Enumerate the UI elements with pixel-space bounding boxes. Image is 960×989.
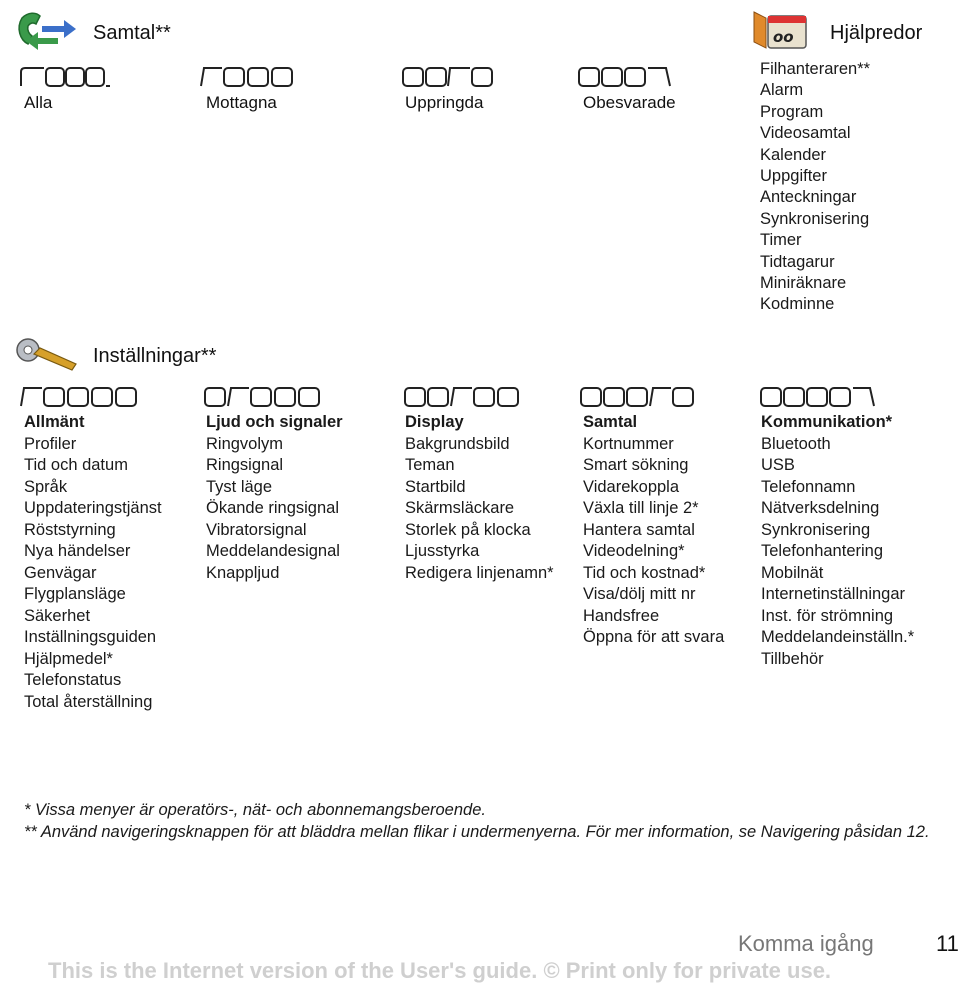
menu-item[interactable]: Hantera samtal (583, 520, 695, 539)
column-heading[interactable]: Display (405, 413, 464, 431)
menu-item[interactable]: Växla till linje 2* (583, 499, 699, 517)
watermark: This is the Internet version of the User's guide. © Print only for private use. (48, 958, 832, 983)
organizer-item-1[interactable]: Filhanteraren** (760, 60, 871, 78)
settings-tab-strip-4 (580, 386, 700, 408)
settings-tab-strip-3 (404, 386, 524, 408)
tab-uppringda[interactable]: Uppringda (405, 93, 484, 112)
menu-item[interactable]: Total återställning (24, 692, 153, 711)
menu-item[interactable]: USB (761, 456, 795, 474)
calls-tab-strip-2 (200, 66, 296, 88)
column-heading[interactable]: Samtal (583, 413, 638, 431)
settings-tab-strip-1 (20, 386, 140, 408)
footnote-operator: * Vissa menyer är operatörs-, nät- och abonnemangsberoende. (24, 801, 486, 819)
menu-item[interactable]: Vidarekoppla (583, 477, 680, 496)
menu-item[interactable]: Videodelning* (583, 542, 685, 560)
organizer-item-4[interactable]: Videosamtal (760, 124, 851, 143)
menu-item[interactable]: Tyst läge (206, 477, 273, 496)
menu-item[interactable]: Kortnummer (583, 434, 674, 453)
wrench-icon (14, 336, 78, 372)
menu-item[interactable]: Öppna för att svara (583, 628, 725, 646)
calls-tab-strip-4 (578, 66, 674, 88)
menu-item[interactable]: Tillbehör (761, 649, 824, 668)
menu-item[interactable]: Visa/dölj mitt nr (583, 585, 696, 603)
tab-obesvarade[interactable]: Obesvarade (583, 93, 676, 112)
menu-item[interactable]: Ringvolym (206, 434, 284, 453)
menu-item[interactable]: Telefonstatus (24, 671, 122, 689)
menu-item[interactable]: Röststyrning (24, 520, 116, 539)
calls-title: Samtal** (93, 22, 171, 44)
settings-title: Inställningar** (93, 345, 217, 367)
menu-item[interactable]: Knappljud (206, 563, 280, 582)
menu-item[interactable]: Nätverksdelning (761, 499, 880, 517)
tab-mottagna[interactable]: Mottagna (206, 93, 277, 112)
menu-item[interactable]: Redigera linjenamn* (405, 563, 554, 582)
menu-item[interactable]: Nya händelser (24, 542, 131, 560)
organizer-item-12[interactable]: Kodminne (760, 295, 835, 314)
tab-alla[interactable]: Alla (24, 93, 53, 112)
calls-tab-strip-1 (20, 66, 112, 88)
menu-item[interactable]: Skärmsläckare (405, 499, 515, 517)
menu-item[interactable]: Genvägar (24, 563, 97, 582)
organizer-item-7[interactable]: Anteckningar (760, 188, 857, 207)
organizer-item-3[interactable]: Program (760, 102, 824, 121)
footnote-navigation: ** Använd navigeringsknappen för att bläddra mellan flikar i undermenyerna. För mer information, se Navigering påsidan 12. (24, 822, 930, 841)
menu-item[interactable]: Ökande ringsignal (206, 499, 339, 517)
organizer-list (760, 59, 870, 316)
menu-item[interactable]: Uppdateringstjänst (24, 499, 162, 517)
menu-item[interactable]: Meddelandesignal (206, 542, 340, 560)
settings-column-general (24, 412, 162, 713)
settings-tab-strip-5 (760, 386, 880, 408)
organizer-item-10[interactable]: Tidtagarur (760, 252, 835, 271)
menu-item[interactable]: Flygplansläge (24, 585, 126, 603)
organizer-icon (752, 8, 810, 52)
menu-item[interactable]: Bakgrundsbild (405, 434, 510, 453)
organizer-item-6[interactable]: Uppgifter (760, 167, 827, 186)
calls-tab-strip-3 (402, 66, 498, 88)
menu-item[interactable]: Handsfree (583, 606, 660, 625)
organizer-item-11[interactable]: Miniräknare (760, 274, 847, 293)
organizer-item-5[interactable]: Kalender (760, 145, 827, 164)
settings-column-sounds (206, 412, 343, 584)
organizer-item-9[interactable]: Timer (760, 231, 802, 250)
organizer-item-2[interactable]: Alarm (760, 81, 804, 100)
menu-item[interactable]: Tid och datum (24, 456, 128, 474)
menu-item[interactable]: Hjälpmedel* (24, 649, 113, 668)
svg-text:oo: oo (773, 28, 794, 46)
page-number: 11 (936, 931, 959, 956)
menu-item[interactable]: Bluetooth (761, 434, 831, 453)
menu-item[interactable]: Startbild (405, 477, 466, 496)
menu-item[interactable]: Teman (405, 456, 455, 474)
settings-column-connectivity (761, 412, 914, 670)
menu-item[interactable]: Tid och kostnad* (583, 563, 706, 582)
menu-item[interactable]: Vibratorsignal (206, 520, 307, 539)
settings-tab-strip-2 (204, 386, 324, 408)
settings-column-calls (583, 412, 724, 649)
menu-item[interactable]: Telefonhantering (761, 542, 884, 560)
settings-column-display (405, 412, 554, 584)
column-heading[interactable]: Allmänt (24, 413, 85, 431)
menu-item[interactable]: Inst. för strömning (761, 606, 894, 625)
menu-item[interactable]: Profiler (24, 434, 77, 453)
menu-item[interactable]: Meddelandeinställn.* (761, 628, 915, 646)
menu-item[interactable]: Ringsignal (206, 456, 284, 474)
menu-item[interactable]: Internetinställningar (761, 585, 906, 603)
footnotes (24, 800, 944, 843)
menu-item[interactable]: Ljusstyrka (405, 542, 480, 560)
menu-item[interactable]: Språk (24, 477, 68, 496)
menu-item[interactable]: Smart sökning (583, 456, 689, 474)
menu-item[interactable]: Storlek på klocka (405, 520, 531, 539)
menu-item[interactable]: Säkerhet (24, 606, 91, 625)
column-heading[interactable]: Kommunikation* (761, 413, 893, 431)
menu-item[interactable]: Mobilnät (761, 563, 824, 582)
organizer-title: Hjälpredor (830, 22, 923, 44)
column-heading[interactable]: Ljud och signaler (206, 413, 343, 431)
phone-handset-icon (14, 10, 76, 54)
menu-item[interactable]: Synkronisering (761, 520, 871, 539)
organizer-item-8[interactable]: Synkronisering (760, 209, 870, 228)
menu-item[interactable]: Telefonnamn (761, 477, 856, 496)
menu-item[interactable]: Inställningsguiden (24, 628, 157, 646)
footer-section-name: Komma igång (738, 931, 874, 956)
